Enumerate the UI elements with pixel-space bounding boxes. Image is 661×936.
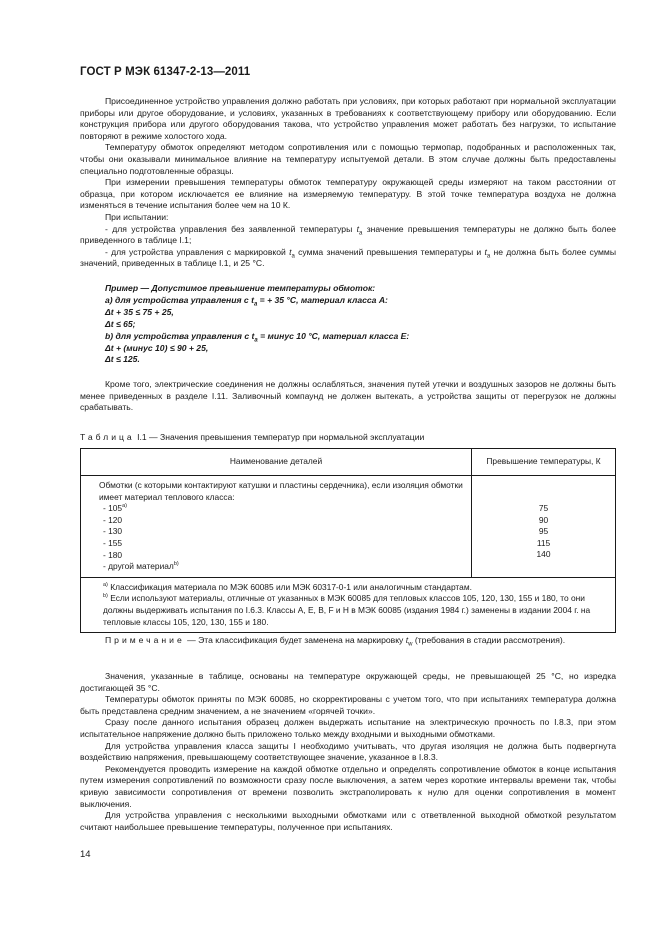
footnote-mark: a) — [122, 503, 127, 510]
paragraph: Для устройства управления с несколькими выходными обмотками или с ответвленной выходной обмоткой результатом считают наибольшее превышение температуры, полученное при испытаниях. — [80, 810, 616, 832]
table-row-name: - 155 — [103, 537, 123, 548]
symbol: t — [405, 635, 409, 645]
table-row-value: 115 — [536, 537, 551, 548]
paragraph: Сразу после данного испытания образец должен выдержать испытание на электрическую прочность по I.8.3, при этом испытательное напряжение должно быть приложено только между входными и выходными обмотками. — [80, 717, 616, 739]
text: не должна быть более суммы значений, приведенных в таблице I.1, и 25 °С. — [80, 246, 617, 269]
paragraph: При испытании: — [105, 211, 169, 222]
symbol: t — [484, 246, 487, 257]
table-row-name: - 120 — [103, 514, 123, 525]
column-header: Превышение температуры, К — [472, 449, 616, 476]
paragraph: При измерении превышения температуры обмоток температуру окружающей среды измеряют на таком расстоянии от образца, при котором исключается ее влияние на измеряемую температуру. В этой точке температура воздуха не должна изменяться в течение испытания более чем на 10 К. — [80, 177, 616, 211]
text: = минус 10 °С, материал класса Е: — [257, 330, 410, 341]
subscript: a — [486, 253, 491, 260]
table-intro: Обмотки (с которыми контактируют катушки и пластины сердечника), если изоляция обмотки имеет материал теплового класса: — [99, 480, 463, 502]
text: Если используют материалы, отличные от указанных в МЭК 60085 для тепловых классов 105, 120, 130, 155 и 180, то они должны выдерживать испытания по I.6.3. Классы А, Е, В, F и Н в МЭК 60085 (издания 1984 г.) заменены в издании 2004 г. на тепловые классы 105, 120, 130, 155 и 180. — [103, 593, 591, 627]
note — [80, 635, 616, 647]
paragraph: Присоединенное устройство управления должно работать при условиях, при которых работают при нормальной эксплуатации приборы или другое оборудование, и условиях, указанных в требованиях к соответствующему прибору или оборудованию. Если конструкция прибора или другого оборудования такова, что устройство управления может работать без нагрузки, то испытание повторяют в режиме холостого хода. — [80, 96, 616, 141]
subscript: a — [253, 301, 258, 308]
table-cell-names — [81, 476, 472, 578]
note-block — [80, 635, 616, 647]
example-b-line: Δt ≤ 125. — [105, 354, 140, 365]
example-title: Пример — Допустимое превышение температуры обмоток: — [105, 283, 376, 293]
column-header: Наименование деталей — [81, 449, 472, 476]
example-a — [105, 295, 605, 307]
table-footnotes — [81, 577, 616, 632]
caption-label: Таблица — [80, 432, 135, 442]
body-text-bottom — [80, 671, 616, 833]
body-text-middle — [80, 379, 616, 414]
text: значение превышения температуры не должно быть более приведенного в таблице I.1; — [80, 223, 616, 246]
text: b) для устройства управления с t — [105, 330, 255, 341]
table-row-value: 90 — [538, 514, 549, 525]
subscript: a — [359, 230, 363, 237]
symbol: t — [356, 223, 359, 234]
footnote-mark: b) — [103, 593, 108, 600]
paragraph: Значения, указанные в таблице, основаны на температуре окружающей среды, не превышающей 25 °С, но изредка достигающей 35 °С. — [80, 671, 616, 693]
subscript: a — [254, 337, 258, 344]
table-row-name: - 130 — [103, 526, 123, 537]
table-caption — [80, 432, 424, 442]
dash-item — [80, 247, 616, 270]
text: - для устройства управления без заявленной температуры — [105, 223, 357, 234]
footnote-a — [103, 582, 607, 594]
text: = + 35 °С, материал класса А: — [257, 294, 388, 305]
paragraph: Температуру обмоток определяют методом сопротивления или с помощью термопар, подобранных и расположенных так, чтобы они оказывали минимальное влияние на температуру испытуемой детали. В этом случае должны быть предоставлены специально подготовленные образцы. — [80, 142, 616, 176]
table-cell-values — [472, 476, 616, 578]
text: (требования в стадии рассмотрения). — [412, 635, 566, 645]
table-row-value: 140 — [536, 549, 551, 560]
text: a) для устройства управления с t — [105, 294, 254, 305]
text: Классификация материала по МЭК 60085 или МЭК 60317-0-1 или аналогичным стандартам. — [107, 581, 472, 592]
paragraph: Рекомендуется проводить измерение на каждой обмотке отдельно и определять сопротивление обмоток в конце испытания путем измерения сопротивлений по возможности сразу после выключения, а затем через короткие интервалы времени так, чтобы кривую зависимости сопротивления от времени позволить экстраполировать к нулю для оценки сопротивления в момент выключения. — [80, 763, 616, 809]
text: сумма значений превышения температуры и — [294, 246, 485, 257]
example-a-line: Δt ≤ 65; — [105, 318, 136, 329]
body-text-top — [80, 96, 616, 270]
note-label: Примечание — [105, 635, 185, 645]
paragraph: Кроме того, электрические соединения не должны ослабляться, значения путей утечки и воздушных зазоров не должны быть менее приведенных в разделе I.11. Заливочный компаунд не должен вытекать, а устройства защиты от перегрузок не должны срабатывать. — [80, 379, 616, 413]
example-a-line: Δt + 35 ≤ 75 + 25, — [105, 306, 174, 317]
example-block — [105, 283, 605, 366]
text: - 105 — [103, 503, 123, 514]
footnote-b — [103, 593, 607, 628]
subscript: a — [291, 253, 295, 260]
text: — Эта классификация будет заменена на маркировку — [184, 635, 406, 645]
text: - другой материал — [103, 561, 174, 572]
table-row-name: - 180 — [103, 549, 123, 560]
page-number: 14 — [80, 849, 91, 860]
table-row-value: 75 — [538, 503, 549, 513]
example-b — [105, 331, 605, 343]
footnote-mark: b) — [173, 561, 179, 568]
footnote-mark: a) — [103, 581, 108, 588]
document-header: ГОСТ Р МЭК 61347-2-13—2011 — [80, 66, 251, 78]
dash-item — [80, 224, 616, 247]
temperature-table — [80, 448, 616, 633]
caption-text: I.1 — Значения превышения температур при нормальной эксплуатации — [134, 432, 425, 442]
paragraph: Для устройства управления класса защиты I необходимо учитывать, что другая изоляция не должна быть подвергнута воздействию напряжения, превышающему соответствующее значение, указанное в I.8.3. — [80, 740, 616, 763]
table-row-name — [103, 561, 465, 573]
subscript: w — [408, 641, 413, 648]
symbol: t — [289, 246, 292, 257]
table-row-value: 95 — [538, 526, 549, 537]
table-row-name — [103, 503, 465, 515]
example-b-line: Δt + (минус 10) ≤ 90 + 25, — [105, 342, 209, 353]
paragraph: Температуры обмоток приняты по МЭК 60085, но скорректированы с учетом того, что при испытаниях температура должна быть представлена средним значением, а не значением «горячей точки». — [80, 694, 616, 716]
text: - для устройства управления с маркировкой — [105, 246, 290, 257]
